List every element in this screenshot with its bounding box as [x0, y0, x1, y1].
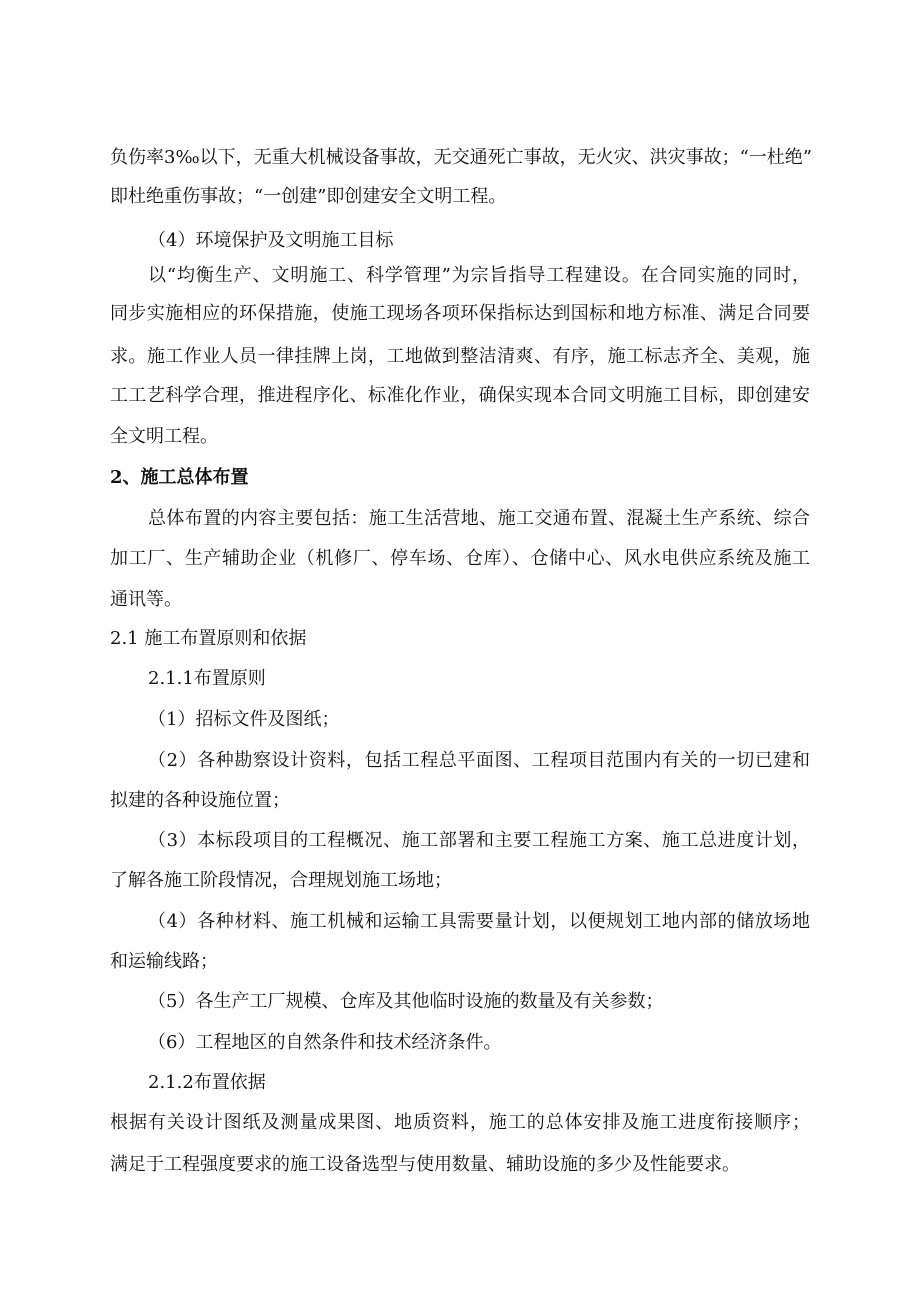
- body-line: 总体布置的内容主要包括：施工生活营地、施工交通布置、混凝土生产系统、综合: [148, 508, 810, 529]
- body-line: 满足于工程强度要求的施工设备选型与使用数量、辅助设施的多少及性能要求。: [110, 1154, 740, 1175]
- body-line: 负伤率3‰以下，无重大机械设备事故，无交通死亡事故，无火灾、洪灾事故；“一杜绝”: [110, 147, 813, 168]
- list-item: （3）本标段项目的工程概况、施工部署和主要工程施工方案、施工总进度计划，: [148, 830, 810, 851]
- body-line: 根据有关设计图纸及测量成果图、地质资料，施工的总体安排及施工进度衔接顺序；: [110, 1112, 810, 1133]
- body-line: 工工艺科学合理，推进程序化、标准化作业，确保实现本合同文明施工目标，即创建安: [110, 385, 810, 406]
- subsection-heading: （4）环境保护及文明施工目标: [148, 230, 394, 251]
- list-item: （4）各种材料、施工机械和运输工具需要量计划，以便规划工地内部的储放场地: [148, 911, 810, 932]
- subsection-heading: 2.1.1布置原则: [148, 668, 266, 689]
- body-line: 加工厂、生产辅助企业（机修厂、停车场、仓库）、仓储中心、风水电供应系统及施工: [110, 548, 810, 569]
- subsection-heading: 2.1.2布置依据: [148, 1072, 266, 1093]
- list-item: （5）各生产工厂规模、仓库及其他临时设施的数量及有关参数；: [148, 991, 664, 1012]
- list-item: （1）招标文件及图纸；: [148, 709, 340, 730]
- body-line: 求。施工作业人员一律挂牌上岗，工地做到整洁清爽、有序，施工标志齐全、美观，施: [110, 346, 810, 367]
- section-heading: 2、施工总体布置: [110, 467, 249, 488]
- list-item-continuation: 和运输线路；: [110, 951, 218, 972]
- body-line: 即杜绝重伤事故；“一创建”即创建安全文明工程。: [110, 186, 507, 207]
- list-item: （6）工程地区的自然条件和技术经济条件。: [148, 1032, 502, 1053]
- section-heading: 2.1 施工布置原则和依据: [110, 628, 307, 649]
- list-item-continuation: 拟建的各种设施位置；: [110, 790, 290, 811]
- list-item: （2）各种勘察设计资料，包括工程总平面图、工程项目范围内有关的一切已建和: [148, 750, 810, 771]
- body-line: 通讯等。: [110, 589, 182, 610]
- body-line: 以“均衡生产、文明施工、科学管理”为宗旨指导工程建设。在合同实施的同时，: [148, 265, 810, 286]
- body-line: 同步实施相应的环保措施，使施工现场各项环保指标达到国标和地方标准、满足合同要: [110, 303, 810, 324]
- list-item-continuation: 了解各施工阶段情况，合理规划施工场地；: [110, 870, 452, 891]
- body-line: 全文明工程。: [110, 426, 218, 447]
